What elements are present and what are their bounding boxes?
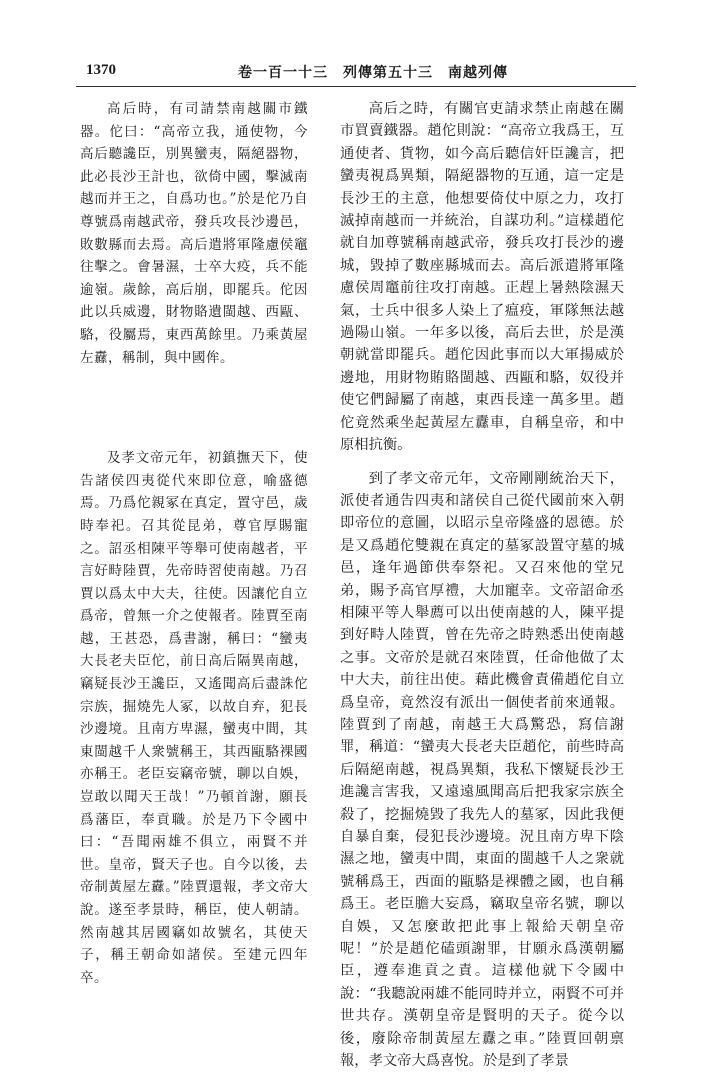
page-header — [0, 0, 716, 92]
modern-paragraph: 高后之時，有關官吏請求禁止南越在關市買賣鐵器。趙佗則說：“高帝立我爲王，互通使者、貨物，如今高后聽信奸臣讒言，把蠻夷視爲異類，隔絕器物的互通，這一定是長沙王的主意，他想要倚仗中原之力，攻打滅掉南越而一并統治，自謀功利。”這樣趙佗就自加尊號稱南越武帝，發兵攻打長沙的邊城，毀掉了數座縣城而去。高后派遣將軍隆慮侯周竈前往攻打南越。正趕上暑熱陰濕天氣，士兵中很多人染上了瘟疫，軍隊無法越過陽山嶺。一年多以後，高后去世，於是漢朝就當即罷兵。趙佗因此事而以大軍揚威於邊地，用財物賄賂閩越、西甌和駱，奴役并使它們歸屬了南越，東西長達一萬多里。趙佗竟然乘坐起黃屋左纛車，自稱皇帝，和中原相抗衡。 — [340, 98, 624, 457]
header-rule — [76, 86, 636, 87]
page-number: 1370 — [86, 62, 116, 79]
classical-paragraph: 及孝文帝元年，初鎮撫天下，使告諸侯四夷從代來即位意，喻盛德焉。乃爲佗親冢在真定，置守邑，歲時奉祀。召其從昆弟，尊官厚賜寵之。詔丞相陳平等舉可使南越者，平言好畤陸賈，先帝時習使南越。乃召賈以爲太中大夫，往使。因讓佗自立爲帝，曾無一介之使報者。陸賈至南越，王甚恐，爲書謝，稱曰：“蠻夷大長老夫臣佗，前日高后隔異南越，竊疑長沙王讒臣，又遙聞高后盡誅佗宗族，掘燒先人冢，以故自弃，犯長沙邊境。且南方卑濕，蠻夷中間，其東閩越千人衆號稱王，其西甌駱裸國亦稱王。老臣妄竊帝號，聊以自娛，豈敢以聞天王哉！”乃頓首謝，願長爲藩臣，奉貢職。於是乃下令國中曰：“吾聞兩雄不俱立，兩賢不并世。皇帝，賢天子也。自今以後，去帝制黃屋左纛。”陸賈還報，孝文帝大說。遂至孝景時，稱臣，使人朝請。然南越其居國竊如故號名，其使天子，稱王朝命如諸侯。至建元四年卒。 — [80, 447, 308, 989]
classical-paragraph: 高后時，有司請禁南越關市鐵器。佗曰：“高帝立我，通使物，今高后聽讒臣，別異蠻夷，隔絕器物，此必長沙王計也，欲倚中國，擊滅南越而并王之，自爲功也。”於是佗乃自尊號爲南越武帝，發兵攻長沙邊邑，敗數縣而去焉。高后遣將軍隆慮侯竈往擊之。會暑濕，士卒大疫，兵不能逾嶺。歲餘，高后崩，即罷兵。佗因此以兵威邊，財物賂遺閩越、西甌、駱，役屬焉，東西萬餘里。乃乘黃屋左纛，稱制，與中國侔。 — [80, 98, 308, 369]
modern-paragraph: 到了孝文帝元年，文帝剛剛統治天下，派使者通告四夷和諸侯自己從代國前來入朝即帝位的意圖，以昭示皇帝隆盛的恩德。於是又爲趙佗雙親在真定的墓冢設置守墓的城邑，逢年過節供奉祭祀。又召來他的堂兄弟，賜予高官厚禮，大加寵幸。文帝詔命丞相陳平等人舉薦可以出使南越的人，陳平提到好畤人陸賈，曾在先帝之時熟悉出使南越之事。文帝於是就召來陸賈，任命他做了太中大夫，前往出使。藉此機會責備趙佗自立爲皇帝，竟然沒有派出一個使者前來通報。陸賈到了南越，南越王大爲驚恐，寫信謝罪，稱道：“蠻夷大長老夫臣趙佗，前些時高后隔絕南越，視爲異類，我私下懷疑長沙王進讒言害我，又遠遠風聞高后把我家宗族全殺了，挖掘燒毀了我先人的墓冢，因此我便自暴自棄，侵犯長沙邊境。況且南方卑下陰濕之地，蠻夷中間，東面的閩越千人之衆就號稱爲王，西面的甌駱是裸體之國，也自稱爲王。老臣膽大妄爲，竊取皇帝名號，聊以自娛，又怎麼敢把此事上報給天朝皇帝呢！”於是趙佗磕頭謝罪，甘願永爲漢朝屬臣，遵奉進貢之責。這樣他就下令國中說：“我聽說兩雄不能同時并立，兩賢不可并世共存。漢朝皇帝是賢明的天子。從今以後，廢除帝制黃屋左纛之車。”陸賈回朝禀報，孝文帝大爲喜悅。於是到了孝景 — [340, 468, 624, 1072]
modern-translation-column — [340, 98, 624, 1072]
running-title: 卷一百一十三 列傳第五十三 南越列傳 — [238, 62, 618, 82]
classical-text-column — [80, 98, 308, 989]
